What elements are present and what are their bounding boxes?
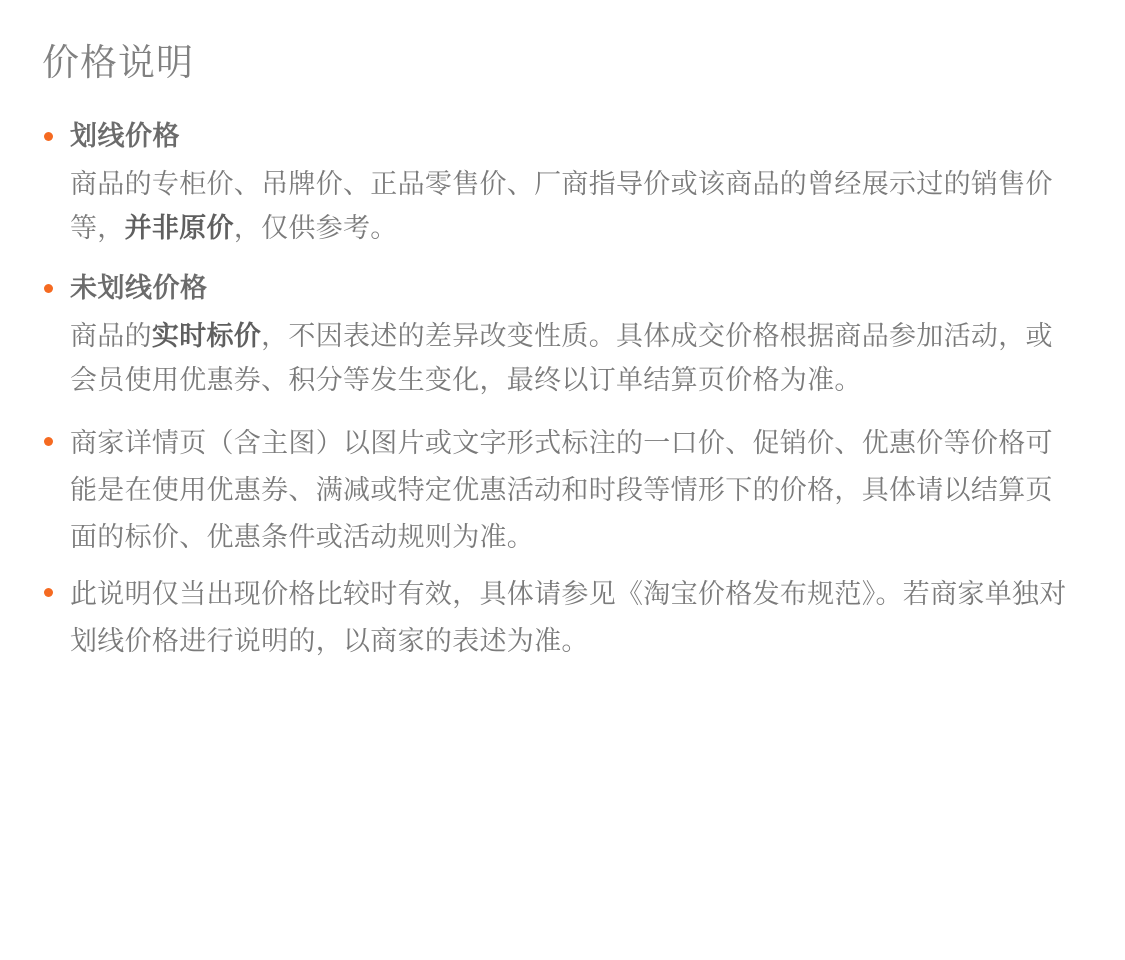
bullet-icon [44,588,53,597]
bullet-icon [44,132,53,141]
price-explanation-list [38,116,1075,665]
section-body: 商品的专柜价、吊牌价、正品零售价、厂商指导价或该商品的曾经展示过的销售价等，并非原价，仅供参考。 [70,169,1053,243]
bullet-icon [44,437,53,446]
list-item [38,420,1075,561]
list-item [38,571,1075,665]
page-title: 价格说明 [42,42,194,83]
section-body: 此说明仅当出现价格比较时有效，具体请参见《淘宝价格发布规范》。若商家单独对划线价格进行说明的，以商家的表述为准。 [70,579,1067,656]
list-item [38,268,1075,402]
bullet-icon [44,284,53,293]
list-item [38,116,1075,250]
section-body: 商品的实时标价，不因表述的差异改变性质。具体成交价格根据商品参加活动，或会员使用优惠券、积分等发生变化，最终以订单结算页价格为准。 [70,321,1053,395]
section-heading: 划线价格 [70,121,180,151]
section-heading: 未划线价格 [70,273,208,303]
section-body: 商家详情页（含主图）以图片或文字形式标注的一口价、促销价、优惠价等价格可能是在使用优惠券、满减或特定优惠活动和时段等情形下的价格，具体请以结算页面的标价、优惠条件或活动规则为准。 [70,428,1053,552]
